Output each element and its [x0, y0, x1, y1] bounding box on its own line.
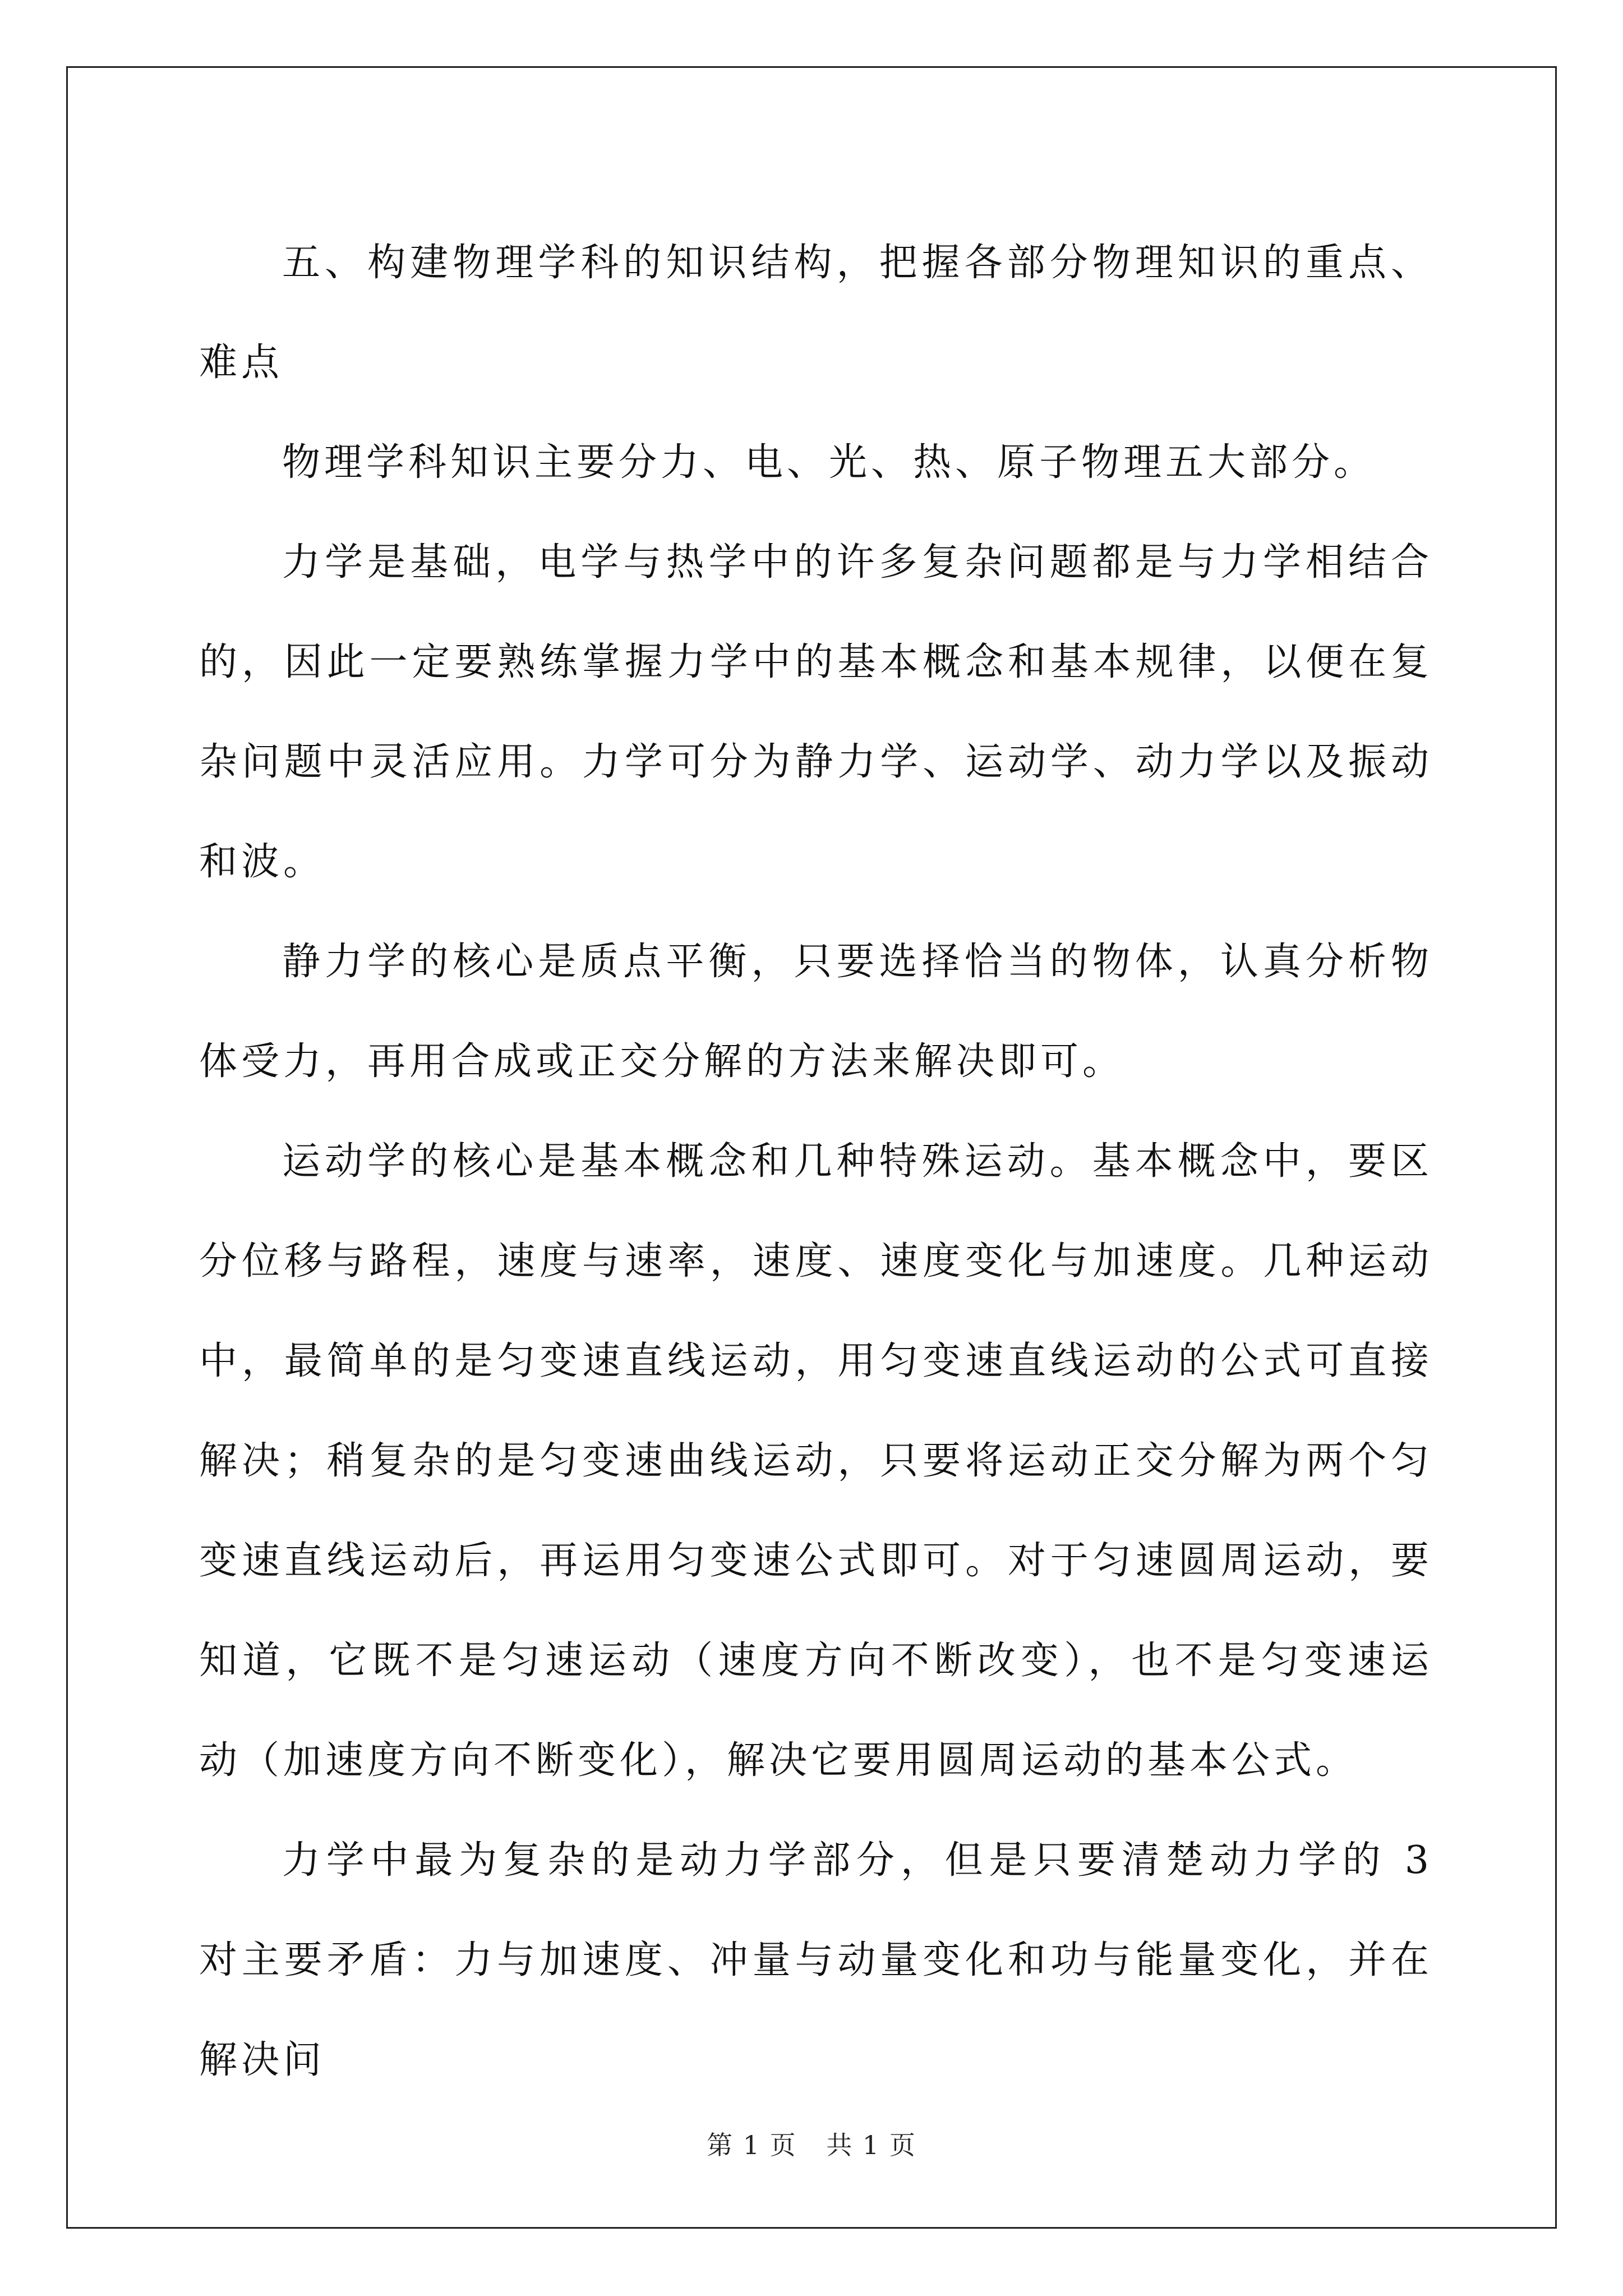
document-body	[199, 213, 1433, 2110]
page-total: 共 1 页	[826, 2130, 916, 2160]
paragraph-heading: 五、构建物理学科的知识结构，把握各部分物理知识的重点、难点	[199, 241, 1433, 385]
paragraph: 力学中最为复杂的是动力学部分，但是只要清楚动力学的 3 对主要矛盾：力与加速度、冲量与动量变化和功与能量变化，并在解决问	[199, 1838, 1433, 2082]
paragraph: 物理学科知识主要分力、电、光、热、原子物理五大部分。	[282, 440, 1376, 485]
page-footer	[0, 2125, 1623, 2162]
paragraph: 力学是基础，电学与热学中的许多复杂问题都是与力学相结合的，因此一定要熟练掌握力学中的基本概念和基本规律，以便在复杂问题中灵活应用。力学可分为静力学、运动学、动力学以及振动和波。	[199, 540, 1433, 884]
page-number: 第 1 页	[707, 2130, 797, 2160]
paragraph: 静力学的核心是质点平衡，只要选择恰当的物体，认真分析物体受力，再用合成或正交分解的方法来解决即可。	[199, 940, 1433, 1084]
paragraph: 运动学的核心是基本概念和几种特殊运动。基本概念中，要区分位移与路程，速度与速率，速度、速度变化与加速度。几种运动中，最简单的是匀变速直线运动，用匀变速直线运动的公式可直接解决；稍复杂的是匀变速曲线运动，只要将运动正交分解为两个匀变速直线运动后，再运用匀变速公式即可。对于匀速圆周运动，要知道，它既不是匀速运动（速度方向不断改变），也不是匀变速运动（加速度方向不断变化），解决它要用圆周运动的基本公式。	[199, 1139, 1433, 1783]
